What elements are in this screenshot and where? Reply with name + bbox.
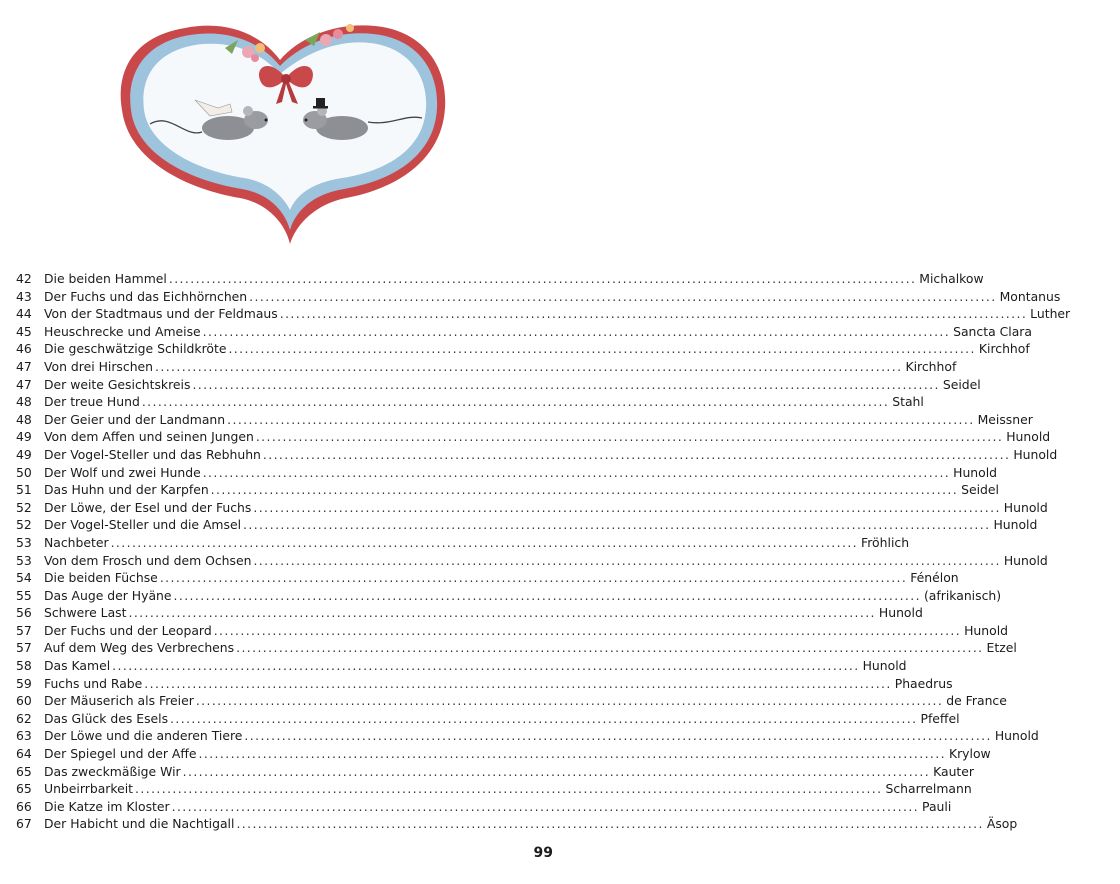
entry-title: Der Wolf und zwei Hunde [44,464,201,480]
entry-page-number: 55 [16,587,32,603]
entry-title: Die geschwätzige Schildkröte [44,341,227,357]
entry-title: Der Vogel-Steller und das Rebhuhn [44,446,261,462]
index-entry [16,534,910,552]
entry-title: Der weite Gesichtskreis [44,376,191,392]
entry-title: Der Geier und der Landmann [44,411,226,427]
dot-leader: ............................................................................................................................................ [243,517,991,533]
entry-author: Seidel [961,482,999,498]
entry-page-number: 57 [16,640,32,656]
entry-title: Der Fuchs und der Leopard [44,622,212,638]
entry-author: Kirchhof [978,341,1030,357]
dot-leader: ............................................................................................................................................ [182,763,931,779]
index-entry [16,481,999,499]
entry-page-number: 54 [16,570,32,586]
entry-title: Der Spiegel und der Affe [44,746,197,762]
index-entry [16,710,960,728]
dot-leader: ............................................................................................................................................ [202,323,951,339]
entry-page-number: 63 [16,728,32,744]
entry-page-number: 49 [16,429,32,445]
index-entry [16,499,1048,517]
index-entry [16,763,974,781]
entry-page-number: 52 [16,517,32,533]
entry-author: Kirchhof [905,358,957,374]
entry-page-number: 50 [16,464,32,480]
entry-author: Michalkow [919,271,984,286]
entry-title: Der treue Hund [44,394,140,410]
entry-author: Äsop [986,816,1018,832]
entry-page-number: 49 [16,446,32,462]
entry-title: Auf dem Weg des Verbrechens [44,640,235,656]
entry-page-number: 47 [16,376,32,392]
entry-page-number: 44 [16,306,32,322]
index-entry [16,411,1033,429]
entry-page-number: 45 [16,323,32,339]
entry-title: Das Auge der Hyäne [44,587,172,603]
entry-title: Heuschrecke und Ameise [44,323,201,339]
entry-author: Fénélon [910,570,959,586]
entry-author: Meissner [977,411,1033,427]
dot-leader: ............................................................................................................................................ [192,376,940,392]
entry-page-number: 60 [16,693,32,709]
entry-title: Das Glück des Esels [44,710,169,726]
dot-leader: ............................................................................................................................................ [244,728,992,744]
index-entry [16,639,1017,657]
index-entry [16,305,1071,323]
index-entry [16,745,991,763]
entry-title: Von dem Affen und seinen Jungen [44,429,254,445]
entry-page-number: 46 [16,341,32,357]
entry-title: Der Habicht und die Nachtigall [44,816,235,832]
dot-leader: ............................................................................................................................................ [112,658,860,674]
dot-leader: ............................................................................................................................................ [279,306,1028,322]
entry-author: Etzel [986,640,1017,656]
entry-page-number: 62 [16,710,32,726]
entry-author: Stahl [892,394,924,410]
entry-title: Die beiden Füchse [44,570,158,586]
dot-leader: ............................................................................................................................................ [228,341,976,357]
dot-leader: ............................................................................................................................................ [141,394,890,410]
entry-author: Luther [1030,306,1071,322]
index-entry [16,780,972,798]
heart-illustration-svg [110,8,450,253]
entry-page-number: 52 [16,499,32,515]
entry-author: Hunold [994,728,1039,744]
entry-author: Seidel [942,376,981,392]
entry-page-number: 64 [16,746,32,762]
entry-page-number: 57 [16,622,32,638]
entry-author: Hunold [1006,429,1051,445]
entry-title: Das Huhn und der Karpfen [44,482,209,498]
entry-author: Hunold [953,464,998,480]
index-entry [16,604,923,622]
index-entry [16,516,1038,534]
entry-page-number: 66 [16,798,32,814]
dot-leader: ............................................................................................................................................ [135,781,883,797]
dot-leader: ............................................................................................................................................ [236,816,984,832]
entry-author: Hunold [862,658,907,674]
entry-title: Unbeirrbarkeit [44,781,134,797]
heart-mice-illustration [110,8,450,253]
index-entry [16,622,1009,640]
entry-author: Hunold [1003,552,1048,568]
index-entry [16,464,998,482]
page-number: 99 [533,845,553,861]
entry-page-number: 59 [16,675,32,691]
entry-title: Der Mäuserich als Freier [44,693,194,709]
index-entry [16,815,1018,833]
index-entry [16,393,924,411]
dot-leader: ............................................................................................................................................ [236,640,984,656]
entry-page-number: 51 [16,482,32,498]
dot-leader: ............................................................................................................................................ [227,411,975,427]
index-entry [16,270,984,288]
index-entry [16,376,981,394]
dot-leader: ............................................................................................................................................ [249,288,997,304]
entry-title: Die beiden Hammel [44,271,167,286]
dot-leader: ............................................................................................................................................ [110,534,859,550]
entry-page-number: 48 [16,411,32,427]
index-entry [16,340,1030,358]
index-entry [16,323,1032,341]
index-entry [16,798,952,816]
dot-leader: ............................................................................................................................................ [255,429,1004,445]
dot-leader: ............................................................................................................................................ [171,798,920,814]
dot-leader: ............................................................................................................................................ [168,271,917,286]
dot-leader: ............................................................................................................................................ [253,499,1001,515]
index-entry [16,288,1061,306]
dot-leader: ............................................................................................................................................ [262,446,1011,462]
fable-index-list [16,270,1071,833]
entry-author: Pauli [922,798,952,814]
dot-leader: ............................................................................................................................................ [198,746,946,762]
entry-title: Schwere Last [44,605,127,621]
index-entry [16,675,953,693]
entry-author: Hunold [964,622,1009,638]
entry-author: Pfeffel [920,710,960,726]
index-entry [16,657,907,675]
index-entry [16,428,1051,446]
dot-leader: ............................................................................................................................................ [155,358,903,374]
dot-leader: ............................................................................................................................................ [170,710,918,726]
entry-author: Scharrelmann [885,781,972,797]
entry-title: Nachbeter [44,534,109,550]
entry-page-number: 43 [16,288,32,304]
entry-author: Hunold [1013,446,1058,462]
entry-author: Sancta Clara [953,323,1032,339]
entry-page-number: 65 [16,763,32,779]
dot-leader: ............................................................................................................................................ [253,552,1001,568]
entry-author: Krylow [948,746,991,762]
entry-page-number: 58 [16,658,32,674]
entry-page-number: 67 [16,816,32,832]
index-entry [16,727,1039,745]
entry-author: de France [946,693,1007,709]
entry-author: Hunold [993,517,1038,533]
entry-title: Das Kamel [44,658,111,674]
entry-author: Kauter [933,763,974,779]
entry-page-number: 42 [16,271,32,286]
entry-page-number: 65 [16,781,32,797]
index-entry [16,552,1048,570]
dot-leader: ............................................................................................................................................ [128,605,876,621]
entry-title: Der Fuchs und das Eichhörnchen [44,288,248,304]
dot-leader: ............................................................................................................................................ [210,482,959,498]
entry-page-number: 47 [16,358,32,374]
index-entry [16,446,1058,464]
entry-author: Montanus [999,288,1061,304]
dot-leader: ............................................................................................................................................ [144,675,892,691]
entry-title: Der Löwe und die anderen Tiere [44,728,243,744]
entry-author: Fröhlich [861,534,910,550]
dot-leader: ............................................................................................................................................ [213,622,962,638]
entry-author: (afrikanisch) [923,587,1002,603]
dot-leader: ............................................................................................................................................ [202,464,951,480]
entry-title: Von dem Frosch und dem Ochsen [44,552,252,568]
entry-title: Der Löwe, der Esel und der Fuchs [44,499,252,515]
entry-author: Hunold [878,605,923,621]
dot-leader: ............................................................................................................................................ [173,587,921,603]
index-entry [16,692,1007,710]
index-entry [16,587,1002,605]
entry-page-number: 48 [16,394,32,410]
dot-leader: ............................................................................................................................................ [195,693,944,709]
dot-leader: ............................................................................................................................................ [159,570,908,586]
entry-author: Phaedrus [894,675,953,691]
index-entry [16,569,959,587]
entry-title: Von der Stadtmaus und der Feldmaus [44,306,278,322]
entry-author: Hunold [1003,499,1048,515]
entry-page-number: 53 [16,552,32,568]
entry-page-number: 56 [16,605,32,621]
entry-page-number: 53 [16,534,32,550]
index-entry [16,358,957,376]
entry-title: Von drei Hirschen [44,358,154,374]
entry-title: Der Vogel-Steller und die Amsel [44,517,242,533]
entry-title: Fuchs und Rabe [44,675,143,691]
entry-title: Die Katze im Kloster [44,798,170,814]
entry-title: Das zweckmäßige Wir [44,763,181,779]
